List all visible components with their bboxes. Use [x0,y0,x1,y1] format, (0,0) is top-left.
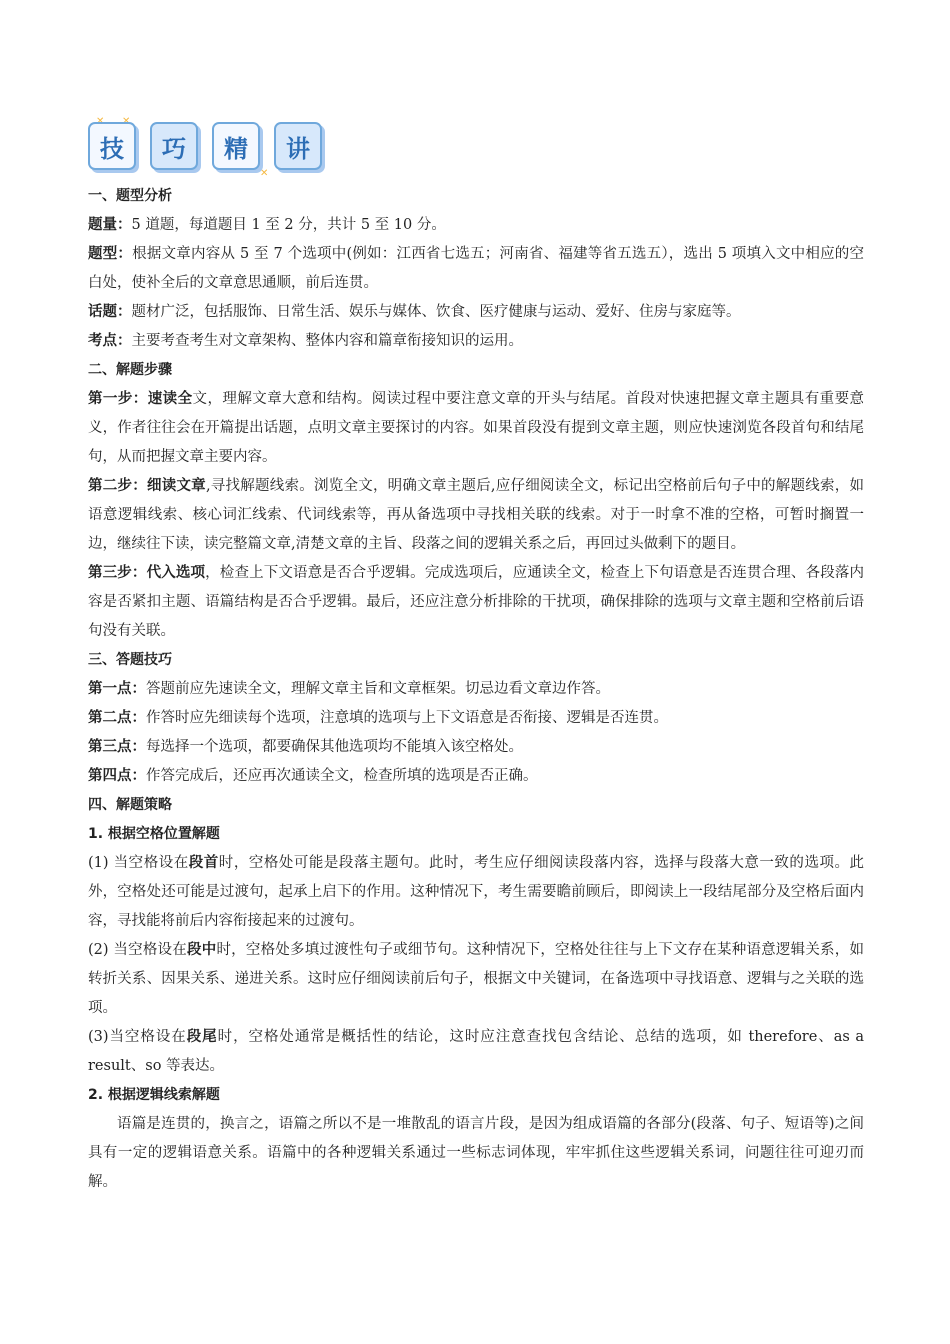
text: 题材广泛，包括服饰、日常生活、娱乐与媒体、饮食、医疗健康与运动、爱好、住房与家庭等。 [131,304,741,320]
text: 时，空格处多填过渡性句子或细节句。这种情况下，空格处往往与上下文存在某种语意逻辑关系，如转折关系、因果关系、递进关系。这时应仔细阅读前后句子，根据文中关键词，在备选项中寻找语意、逻辑与之关联的选项。 [88,942,864,1016]
label: 第二步：细读文章 [88,478,206,494]
text: 每选择一个选项，都要确保其他选项均不能填入该空格处。 [146,739,523,755]
label: 第三点： [88,739,146,755]
subheading-2: 2. 根据逻辑线索解题 [88,1087,220,1103]
badge-char-1: 技 [88,122,136,170]
text: 时，空格处通常是概括性的结论，这时应注意查找包含结论、总结的选项，如 therefore、as a result、so 等表达。 [88,1029,864,1074]
step-1 [88,385,864,472]
step-3 [88,559,864,646]
badge-char-3: 精 [212,122,260,170]
section-banner [88,118,864,179]
label: 考点： [88,333,132,349]
text: 根据文章内容从 5 至 7 个选项中(例如：江西省七选五；河南省、福建等省五选五），选出 5 项填入文中相应的空白处，使补全后的文章意思通顺，前后连贯。 [88,246,865,291]
paragraph-test-points [88,327,864,356]
label: 第一步：速读全 [88,391,193,407]
label: 题量： [88,217,132,233]
text: (1) 当空格设在 [88,855,189,871]
badge-char-4: 讲 [274,122,322,170]
section-heading-2: 二、解题步骤 [88,362,172,378]
text: (2) 当空格设在 [88,942,187,958]
tip-1 [88,675,864,704]
keyword: 段首 [188,855,219,871]
label: 话题： [88,304,132,320]
label: 第四点： [88,768,146,784]
paragraph-logic-clues: 语篇是连贯的，换言之，语篇之所以不是一堆散乱的语言片段，是因为组成语篇的各部分(段落、句子、短语等)之间具有一定的逻辑语意关系。语篇中的各种逻辑关系通过一些标志词体现，牢牢抓住这些逻辑关系词，问题往往可迎刃而解。 [88,1116,864,1190]
paragraph-question-type [88,240,864,298]
text: 文，理解文章大意和结构。阅读过程中要注意文章的开头与结尾。首段对快速把握文章主题具有重要意义，作者往往会在开篇提出话题，点明文章主要探讨的内容。如果首段没有提到文章主题，则应快速浏览各段首句和结尾句，从而把握文章主要内容。 [88,391,865,465]
keyword: 段中 [186,942,217,958]
subheading-1: 1. 根据空格位置解题 [88,826,220,842]
label: 题型： [88,246,133,262]
text: 主要考查考生对文章架构、整体内容和篇章衔接知识的运用。 [131,333,523,349]
case-1 [88,849,864,936]
label: 第一点： [88,681,146,697]
case-3 [88,1023,864,1081]
sparkle-icon: ✕ [260,168,269,179]
text: 时，空格处可能是段落主题句。此时，考生应仔细阅读段落内容，选择与段落大意一致的选项。此外，空格处还可能是过渡句，起承上启下的作用。这种情况下，考生需要瞻前顾后，即阅读上一段结尾部分及空格后面内容，寻找能将前后内容衔接起来的过渡句。 [88,855,865,929]
text: 答题前应先速读全文，理解文章主旨和文章框架。切忌边看文章边作答。 [146,681,610,697]
text: 5 道题，每道题目 1 至 2 分，共计 5 至 10 分。 [131,217,446,233]
tip-3 [88,733,864,762]
paragraph-topics [88,298,864,327]
text: (3)当空格设在 [88,1029,187,1045]
label: 第三步：代入选项 [88,565,206,581]
case-2 [88,936,864,1023]
section-heading-3: 三、答题技巧 [88,652,172,668]
text: 作答时应先细读每个选项，注意填的选项与上下文语意是否衔接、逻辑是否连贯。 [146,710,668,726]
document-page [88,118,864,1197]
step-2 [88,472,864,559]
text: ,寻找解题线索。浏览全文，明确文章主题后,应仔细阅读全文，标记出空格前后句子中的解题线索，如语意逻辑线索、核心词汇线索、代词线索等，再从备选项中寻找相关联的线索。对于一时拿不准的空格，可暂时搁置一边，继续往下读，读完整篇文章,清楚文章的主旨、段落之间的逻辑关系之后，再回过头做剩下的题目。 [88,478,865,552]
tip-2 [88,704,864,733]
section-heading-4: 四、解题策略 [88,797,172,813]
text: ，检查上下文语意是否合乎逻辑。完成选项后，应通读全文，检查上下句语意是否连贯合理、各段落内容是否紧扣主题、语篇结构是否合乎逻辑。最后，还应注意分析排除的干扰项，确保排除的选项与文章主题和空格前后语句没有关联。 [88,565,864,639]
tip-4 [88,762,864,791]
text: 作答完成后，还应再次通读全文，检查所填的选项是否正确。 [146,768,538,784]
section-heading-1: 一、题型分析 [88,188,172,204]
paragraph-question-count [88,211,864,240]
label: 第二点： [88,710,146,726]
keyword: 段尾 [186,1029,218,1045]
badge-char-2: 巧 [150,122,198,170]
